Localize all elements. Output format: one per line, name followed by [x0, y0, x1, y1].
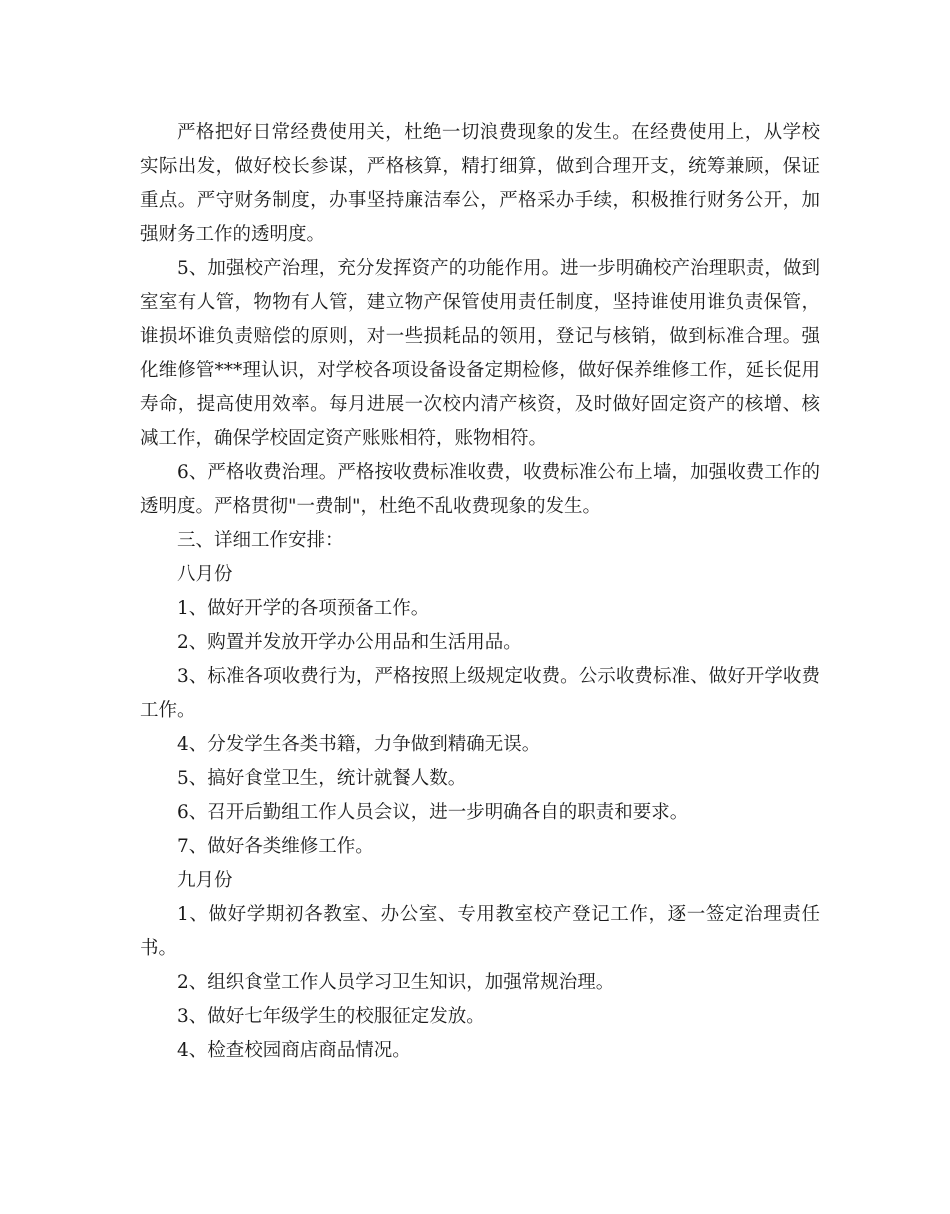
list-item: 2、组织食堂工作人员学习卫生知识，加强常规治理。 [177, 972, 615, 993]
month-heading-september: 九月份 [177, 870, 233, 891]
document-body [140, 116, 820, 1068]
list-item: 4、分发学生各类书籍，力争做到精确无误。 [177, 734, 541, 755]
list-item: 1、做好开学的各项预备工作。 [177, 598, 430, 619]
list-item: 5、搞好食堂卫生，统计就餐人数。 [177, 768, 467, 789]
list-item: 6、召开后勤组工作人员会议，进一步明确各自的职责和要求。 [177, 802, 689, 823]
list-item: 7、做好各类维修工作。 [177, 836, 374, 857]
list-item: 1、做好学期初各教室、办公室、专用教室校产登记工作，逐一签定治理责任书。 [140, 904, 820, 959]
list-item: 3、标准各项收费行为，严格按照上级规定收费。公示收费标准、做好开学收费工作。 [140, 666, 820, 721]
section-heading-work-schedule: 三、详细工作安排： [177, 530, 344, 551]
list-item: 4、检查校园商店商品情况。 [177, 1040, 411, 1061]
paragraph-asset-management: 5、加强校产治理，充分发挥资产的功能作用。进一步明确校产治理职责，做到室室有人管，物物有人管，建立物产保管使用责任制度，坚持谁使用谁负责保管，谁损坏谁负责赔偿的原则，对一些损耗品的领用，登记与核销，做到标准合理。强化维修管***理认识，对学校各项设备设备定期检修，做好保养维修工作，延长促用寿命，提高使用效率。每月进展一次校内清产核资，及时做好固定资产的核增、核减工作，确保学校固定资产账账相符，账物相符。 [140, 258, 820, 449]
paragraph-fee-management: 6、严格收费治理。严格按收费标准收费，收费标准公布上墙，加强收费工作的透明度。严格贯彻"一费制"，杜绝不乱收费现象的发生。 [140, 462, 820, 517]
paragraph-expense-control: 严格把好日常经费使用关，杜绝一切浪费现象的发生。在经费使用上，从学校实际出发，做好校长参谋，严格核算，精打细算，做到合理开支，统筹兼顾，保证重点。严守财务制度，办事坚持廉洁奉公，严格采办手续，积极推行财务公开，加强财务工作的透明度。 [140, 122, 820, 245]
month-heading-august: 八月份 [177, 564, 233, 585]
list-item: 2、购置并发放开学办公用品和生活用品。 [177, 632, 522, 653]
list-item: 3、做好七年级学生的校服征定发放。 [177, 1006, 485, 1027]
